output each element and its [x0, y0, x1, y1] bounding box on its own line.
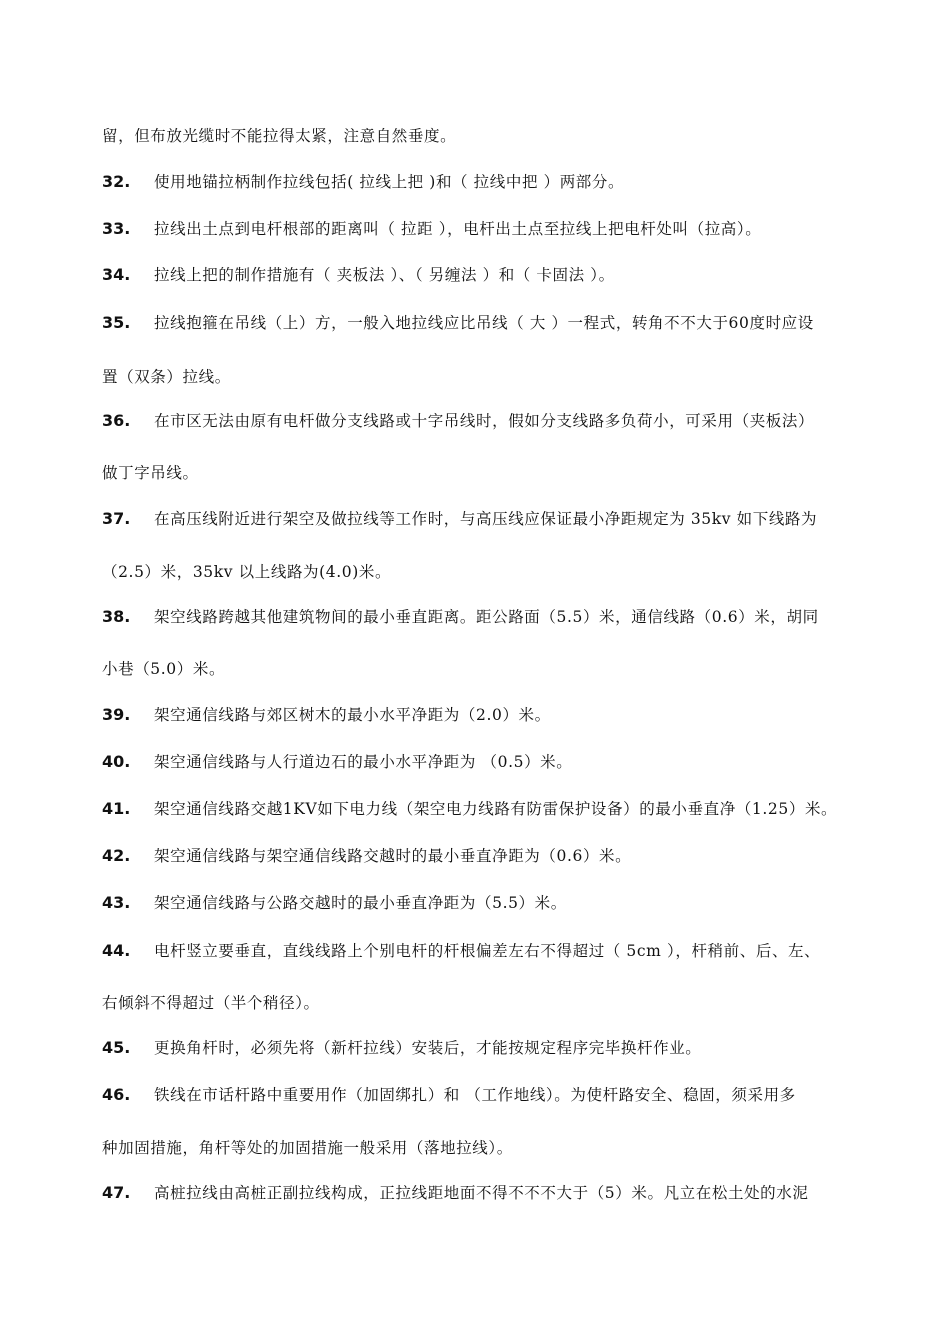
question-43 — [102, 891, 862, 915]
question-38 — [102, 605, 862, 629]
question-text: 架空线路跨越其他建筑物间的最小垂直距离。距公路面（5.5）米，通信线路（0.6）米，胡同 — [154, 608, 819, 626]
question-text: 架空通信线路与郊区树木的最小水平净距为（2.0）米。 — [154, 706, 551, 724]
line-text: 置（双条）拉线。 — [102, 368, 231, 386]
question-text: 架空通信线路与人行道边石的最小水平净距为 （0.5）米。 — [154, 753, 573, 771]
text-line-continuation — [102, 124, 862, 148]
question-number: 43. — [102, 893, 131, 912]
question-number: 32. — [102, 172, 131, 191]
question-37 — [102, 507, 862, 531]
question-text: 在市区无法由原有电杆做分支线路或十字吊线时，假如分支线路多负荷小，可采用（夹板法） — [154, 412, 815, 430]
question-34 — [102, 263, 862, 287]
question-number: 40. — [102, 752, 131, 771]
question-36-continuation — [102, 461, 862, 485]
question-number: 47. — [102, 1183, 131, 1202]
question-text: 架空通信线路交越1KV如下电力线（架空电力线路有防雷保护设备）的最小垂直净（1.25）米。 — [154, 800, 838, 818]
question-46 — [102, 1083, 862, 1107]
question-text: 更换角杆时，必须先将（新杆拉线）安装后，才能按规定程序完毕换杆作业。 — [154, 1039, 702, 1057]
question-number: 39. — [102, 705, 131, 724]
line-text: 做丁字吊线。 — [102, 464, 199, 482]
question-44-continuation — [102, 991, 862, 1015]
question-47 — [102, 1181, 862, 1205]
question-number: 45. — [102, 1038, 131, 1057]
question-45 — [102, 1036, 862, 1060]
question-44 — [102, 939, 862, 963]
question-36 — [102, 409, 862, 433]
line-text: 小巷（5.0）米。 — [102, 660, 226, 678]
question-text: 拉线抱箍在吊线（上）方，一般入地拉线应比吊线（ 大 ）一程式，转角不不大于60度时应设 — [154, 314, 814, 332]
question-35-continuation — [102, 365, 862, 389]
question-text: 架空通信线路与架空通信线路交越时的最小垂直净距为（0.6）米。 — [154, 847, 632, 865]
question-35 — [102, 311, 862, 335]
question-number: 33. — [102, 219, 131, 238]
question-46-continuation — [102, 1136, 862, 1160]
line-text: 右倾斜不得超过（半个稍径）。 — [102, 994, 320, 1012]
question-42 — [102, 844, 862, 868]
question-text: 拉线上把的制作措施有（ 夹板法 ）、（ 另缠法 ）和（ 卡固法 ）。 — [154, 266, 615, 284]
question-32 — [102, 170, 862, 194]
question-number: 35. — [102, 313, 131, 332]
question-number: 37. — [102, 509, 131, 528]
line-text: （2.5）米，35kv 以上线路为(4.0)米。 — [102, 563, 392, 581]
question-text: 高桩拉线由高桩正副拉线构成，正拉线距地面不得不不不大于（5）米。凡立在松土处的水泥 — [154, 1184, 809, 1202]
question-37-continuation — [102, 560, 862, 584]
question-number: 34. — [102, 265, 131, 284]
question-number: 42. — [102, 846, 131, 865]
question-text: 铁线在市话杆路中重要用作（加固绑扎）和 （工作地线）。为使杆路安全、稳固，须采用多 — [154, 1086, 796, 1104]
question-38-continuation — [102, 657, 862, 681]
question-text: 在高压线附近进行架空及做拉线等工作时，与高压线应保证最小净距规定为 35kv 如下线路为 — [154, 510, 818, 528]
question-number: 44. — [102, 941, 131, 960]
question-40 — [102, 750, 862, 774]
question-number: 36. — [102, 411, 131, 430]
line-text: 留，但布放光缆时不能拉得太紧，注意自然垂度。 — [102, 127, 457, 145]
question-number: 41. — [102, 799, 131, 818]
question-text: 拉线出土点到电杆根部的距离叫（ 拉距 ），电杆出土点至拉线上把电杆处叫（拉高）。 — [154, 220, 762, 238]
question-text: 使用地锚拉柄制作拉线包括( 拉线上把 )和（ 拉线中把 ）两部分。 — [154, 173, 625, 191]
question-text: 架空通信线路与公路交越时的最小垂直净距为（5.5）米。 — [154, 894, 567, 912]
question-39 — [102, 703, 862, 727]
question-number: 38. — [102, 607, 131, 626]
question-number: 46. — [102, 1085, 131, 1104]
line-text: 种加固措施，角杆等处的加固措施一般采用（落地拉线）。 — [102, 1139, 513, 1157]
question-text: 电杆竖立要垂直，直线线路上个别电杆的杆根偏差左右不得超过（ 5cm ），杆稍前、后、左、 — [154, 942, 821, 960]
question-33 — [102, 217, 862, 241]
question-41 — [102, 797, 862, 821]
